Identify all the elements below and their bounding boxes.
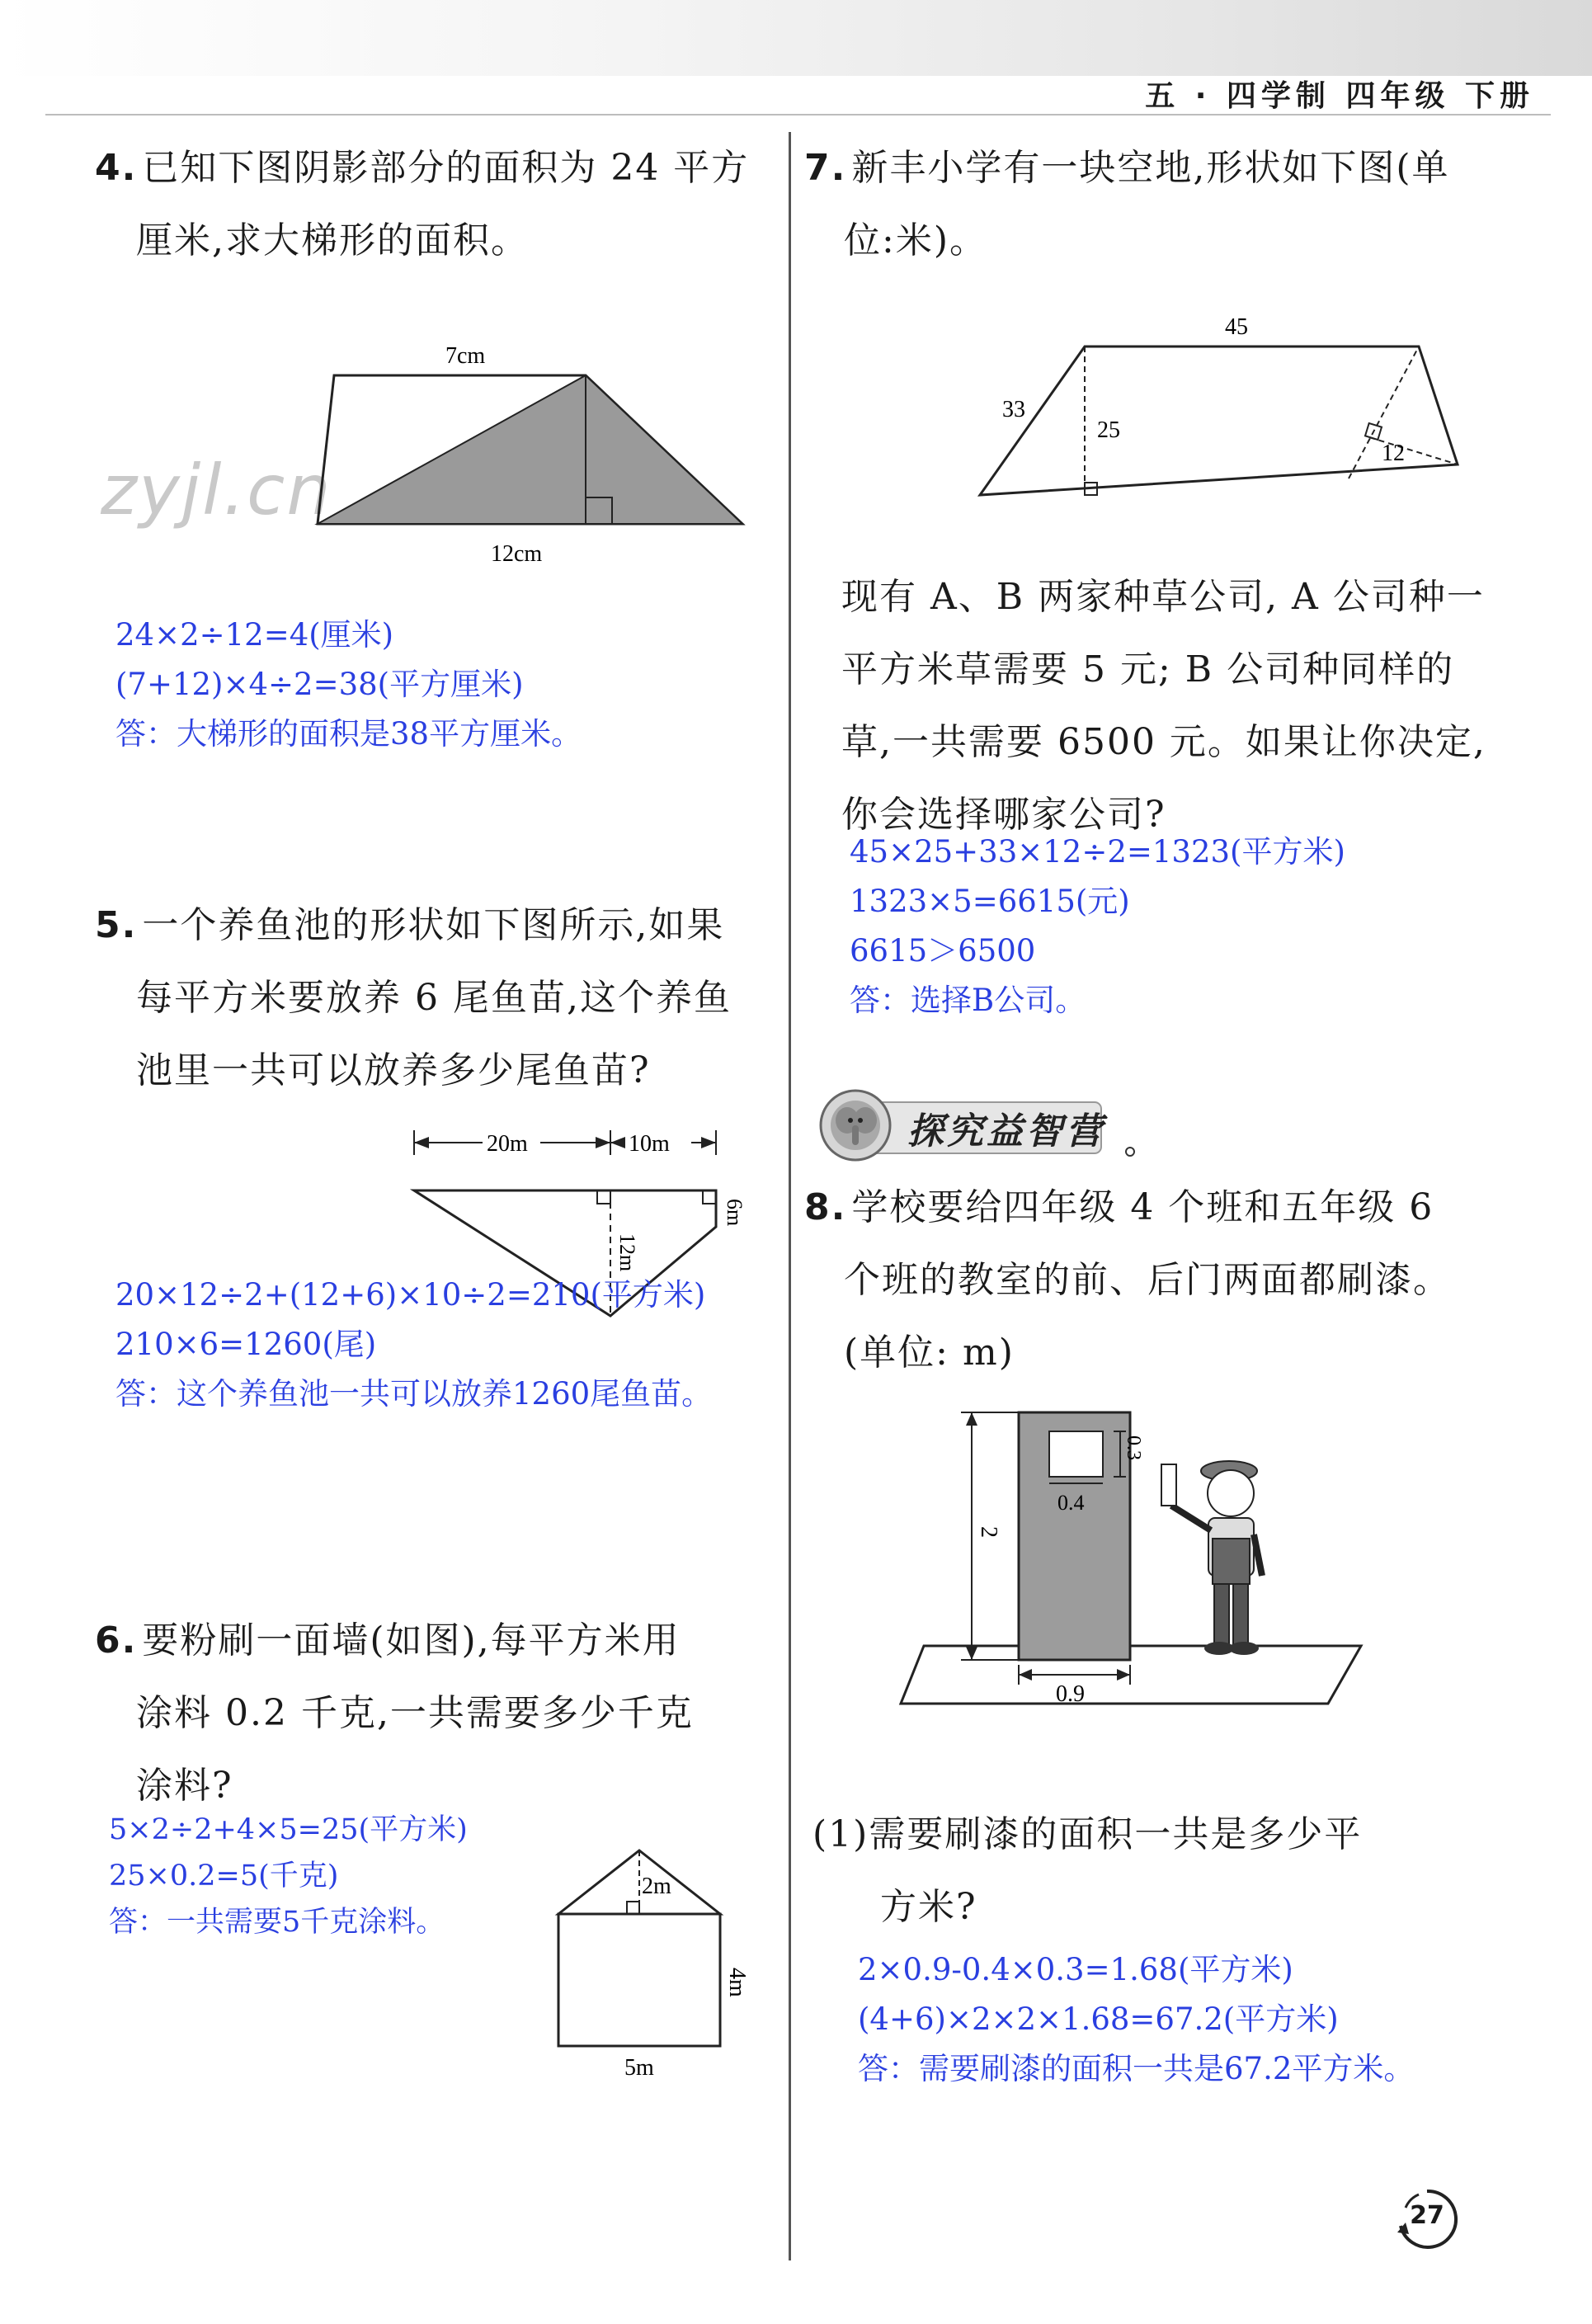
q7-answer-line: 45×25+33×12÷2=1323(平方米) — [850, 834, 1345, 870]
q6-line2: 涂料 0.2 千克,一共需要多少千克 — [136, 1692, 694, 1734]
q8-fig-w: 0.9 — [1056, 1681, 1085, 1707]
q6-line3: 涂料? — [136, 1765, 233, 1807]
q8-fig-h: 2 — [976, 1526, 1001, 1538]
q6-answer-line: 5×2÷2+4×5=25(平方米) — [109, 1813, 468, 1846]
q5-answer-line: 答：这个养鱼池一共可以放养1260尾鱼苗。 — [115, 1376, 713, 1412]
q7-fig-h: 25 — [1097, 417, 1120, 443]
q8-sub1-line2: 方米? — [880, 1886, 977, 1928]
q5-line2: 每平方米要放养 6 尾鱼苗,这个养鱼 — [136, 977, 732, 1019]
q7-line6: 你会选择哪家公司? — [841, 794, 1166, 836]
q4-line1: 已知下图阴影部分的面积为 24 平方 — [142, 147, 750, 189]
header-rule — [45, 114, 1551, 115]
q8-figure — [899, 1402, 1378, 1716]
q7-fig-top: 45 — [1225, 314, 1248, 340]
q6-answer-line: 答：一共需要5千克涂料。 — [109, 1906, 445, 1939]
q6-answer-line: 25×0.2=5(千克) — [109, 1860, 339, 1893]
q4-answer — [115, 610, 582, 759]
q7-answer — [850, 827, 1345, 1025]
q6-line1: 要粉刷一面墙(如图),每平方米用 — [142, 1619, 681, 1662]
q5-fig-b: 10m — [629, 1131, 670, 1157]
watermark: zyjl.cn — [101, 450, 332, 530]
q5-number: 5. — [95, 904, 138, 946]
q4-answer-line: (7+12)×4÷2=38(平方厘米) — [115, 667, 524, 702]
q7-line2: 位:米)。 — [844, 219, 987, 262]
q7-line4: 平方米草需要 5 元; B 公司种同样的 — [841, 648, 1455, 691]
q7-fig-side: 33 — [1002, 397, 1025, 422]
q4-text — [95, 132, 749, 277]
q4-figure — [305, 334, 751, 573]
q5-line3: 池里一共可以放养多少尾鱼苗? — [136, 1049, 651, 1091]
q5-fig-h1: 12m — [615, 1233, 639, 1272]
q4-fig-top: 7cm — [445, 343, 486, 369]
q6-fig-roof: 2m — [642, 1874, 671, 1899]
section-banner-title: 探究益智营 — [907, 1110, 1105, 1153]
q4-answer-line: 24×2÷12=4(厘米) — [115, 617, 394, 653]
q8-line2: 个班的教室的前、后门两面都刷漆。 — [844, 1259, 1451, 1301]
q6-fig-width: 5m — [624, 2055, 654, 2081]
q7-figure — [969, 309, 1472, 503]
q4-line2: 厘米,求大梯形的面积。 — [136, 219, 529, 262]
q8-line3: (单位: m) — [844, 1332, 1015, 1374]
column-divider — [789, 132, 791, 2260]
header-band — [0, 0, 1592, 76]
q7-line3: 现有 A、B 两家种草公司, A 公司种一 — [841, 576, 1485, 618]
q6-number: 6. — [95, 1619, 138, 1662]
q4-number: 4. — [95, 147, 138, 189]
q6-figure — [549, 1844, 755, 2079]
q7-answer-line: 答：选择B公司。 — [850, 983, 1086, 1018]
q7-number: 7. — [804, 147, 847, 189]
page-number: 27 — [1410, 2201, 1444, 2230]
header-title: 五 · 四学制 四年级 下册 — [1145, 79, 1534, 113]
q7-text — [804, 132, 1450, 277]
q8-text — [804, 1171, 1451, 1389]
q7-text-2 — [841, 561, 1486, 851]
q8-fig-win-h: 0.3 — [1123, 1435, 1144, 1460]
q8-fig-win-w: 0.4 — [1057, 1491, 1085, 1515]
q8-line1: 学校要给四年级 4 个班和五年级 6 — [851, 1186, 1434, 1228]
q5-answer-line: 20×12÷2+(12+6)×10÷2=210(平方米) — [115, 1277, 706, 1313]
q7-answer-line: 6615＞6500 — [850, 933, 1036, 969]
q7-line5: 草,一共需要 6500 元。如果让你决定, — [841, 721, 1486, 763]
q5-fig-h2: 6m — [723, 1199, 747, 1227]
q6-fig-height: 4m — [724, 1968, 750, 1997]
q8-answer-line: 2×0.9-0.4×0.3=1.68(平方米) — [858, 1952, 1293, 1987]
q4-answer-line: 答：大梯形的面积是38平方厘米。 — [115, 716, 582, 752]
q5-text — [95, 889, 732, 1107]
q8-answer-line: 答：需要刷漆的面积一共是67.2平方米。 — [858, 2051, 1415, 2086]
q8-number: 8. — [804, 1186, 847, 1228]
q5-line1: 一个养鱼池的形状如下图所示,如果 — [142, 904, 725, 946]
q6-text — [95, 1605, 694, 1822]
painter-illustration — [1161, 1461, 1262, 1655]
q7-fig-h2: 12 — [1382, 441, 1405, 466]
q5-answer — [115, 1270, 712, 1419]
q7-answer-line: 1323×5=6615(元) — [850, 884, 1130, 919]
q8-answer — [858, 1945, 1414, 2094]
q8-sub1-line1: (1)需要刷漆的面积一共是多少平 — [812, 1813, 1363, 1855]
q5-answer-line: 210×6=1260(尾) — [115, 1327, 377, 1362]
q8-answer-line: (4+6)×2×2×1.68=67.2(平方米) — [858, 2001, 1339, 2037]
q7-line1: 新丰小学有一块空地,形状如下图(单 — [851, 147, 1450, 189]
q4-fig-bottom: 12cm — [491, 541, 543, 567]
q6-answer — [109, 1807, 468, 1945]
q5-fig-a: 20m — [487, 1131, 528, 1157]
q8-sub1 — [812, 1798, 1362, 1944]
